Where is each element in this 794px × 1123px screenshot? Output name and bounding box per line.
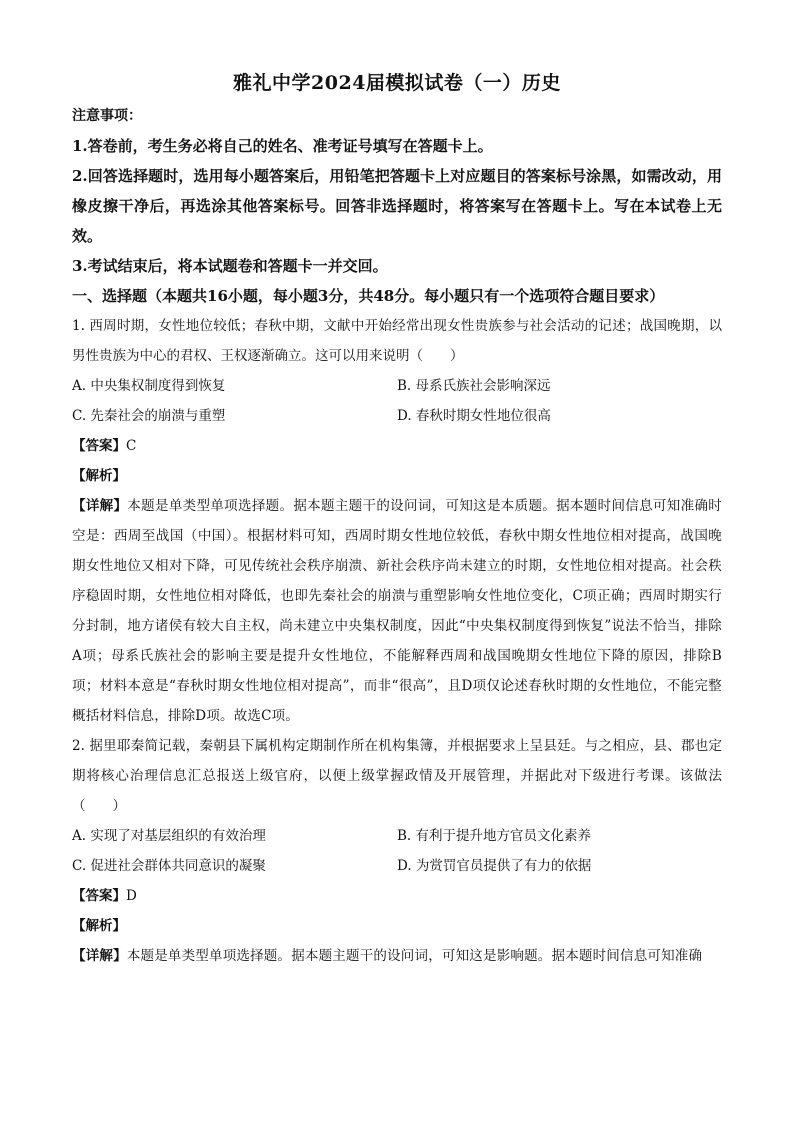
- question-stem: 2. 据里耶秦简记载，秦朝县下属机构定期制作所在机构集簿，并根据要求上呈县廷。与之相应，县、郡也定期将核心治理信息汇总报送上级官府，以便上级掌握政情及开展管理，并据此对下级进行考课。该做法（ ）: [72, 738, 722, 814]
- analysis-label: 【解析】: [72, 468, 126, 484]
- exam-page: [72, 60, 722, 971]
- option-d: D. 为赏罚官员提供了有力的依据: [397, 858, 592, 874]
- option-c: C. 先秦社会的崩溃与重塑: [72, 408, 226, 424]
- notice-heading: 注意事项：: [72, 108, 142, 124]
- answer-value: C: [126, 438, 137, 454]
- option-a: A. 中央集权制度得到恢复: [72, 378, 226, 394]
- detail-text: 本题是单类型单项选择题。据本题主题干的设问词，可知这是影响题。据本题时间信息可知准确: [126, 948, 703, 964]
- analysis-line: [72, 911, 722, 941]
- question-2: [72, 731, 722, 971]
- option-d: D. 春秋时期女性地位很高: [397, 408, 551, 424]
- option-a: A. 实现了对基层组织的有效治理: [72, 828, 266, 844]
- detail-label: 【详解】: [72, 948, 127, 964]
- analysis-label: 【解析】: [72, 918, 126, 934]
- detail-label: 【详解】: [72, 498, 128, 514]
- analysis-line: [72, 461, 722, 491]
- notice-item-2: 2.回答选择题时，选用每小题答案后，用铅笔把答题卡上对应题目的答案标号涂黑，如需改动，用橡皮擦干净后，再选涂其他答案标号。回答非选择题时，将答案写在答题卡上。写在本试卷上无效。: [72, 167, 722, 245]
- option-b: B. 有利于提升地方官员文化素养: [397, 828, 592, 844]
- answer-value: D: [126, 888, 137, 904]
- detail-paragraph: [72, 491, 722, 731]
- section-heading: 一、选择题（本题共16小题，每小题3分，共48分。每小题只有一个选项符合题目要求）: [72, 287, 665, 305]
- option-b: B. 母系氏族社会影响深远: [397, 378, 551, 394]
- answer-label: 【答案】: [72, 438, 126, 454]
- question-1: [72, 311, 722, 731]
- question-stem: 1. 西周时期，女性地位较低；春秋中期，文献中开始经常出现女性贵族参与社会活动的记述；战国晚期，以男性贵族为中心的君权、王权逐渐确立。这可以用来说明（ ）: [72, 318, 722, 364]
- detail-text: 本题是单类型单项选择题。据本题主题干的设问词，可知这是本质题。据本题时间信息可知准确时空是：西周至战国（中国）。根据材料可知，西周时期女性地位较低，春秋中期女性地位相对提高，战国晚期女性地位又相对下降，可见传统社会秩序崩溃、新社会秩序尚未建立的时期，女性地位相对提高。社会秩序稳固时期，女性地位相对降低，也即先秦社会的崩溃与重塑影响女性地位变化，C项正确；西周时期实行分封制，地方诸侯有较大自主权，尚未建立中央集权制度，因此“中央集权制度得到恢复”说法不恰当，排除A项；母系氏族社会的影响主要是提升女性地位，不能解释西周和战国晚期女性地位下降的原因，排除B项；材料本意是“春秋时期女性地位相对提高”，而非“很高”，且D项仅论述春秋时期的女性地位，不能完整概括材料信息，排除D项。故选C项。: [72, 498, 722, 724]
- options-grid: [72, 371, 722, 431]
- notice-item-1: 1.答卷前，考生务必将自己的姓名、准考证号填写在答题卡上。: [72, 137, 493, 155]
- answer-line: [72, 431, 722, 461]
- option-c: C. 促进社会群体共同意识的凝聚: [72, 858, 266, 874]
- page-title: 雅礼中学2024届模拟试卷（一）历史: [233, 72, 561, 94]
- answer-line: [72, 881, 722, 911]
- detail-paragraph: [72, 941, 722, 971]
- options-grid: [72, 821, 722, 881]
- notice-item-3: 3.考试结束后，将本试题卷和答题卡一并交回。: [72, 257, 388, 275]
- answer-label: 【答案】: [72, 888, 126, 904]
